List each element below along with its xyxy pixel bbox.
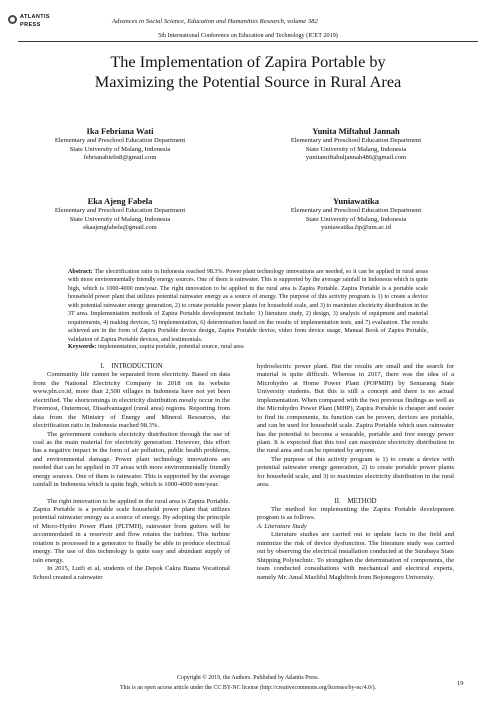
paragraph: hydroelectric power plant. But the results are small and the search for material is quite difficult. Whereas in 2017, there was the idea of a Microhydro at Home Power Plant (POPMIH) by Semarang State University students. But this is still a concept and there is no actual implementation. When compared with the two previous findings as well as the Microhydro Power Plant (MHP), Zapira Portable is cheaper and easier to find its components, its function can be proven, devices are portable, and can be used for household scale. Zapira Portable which uses rainwater has the potential to become a wearable, portable and free energy power plant. It is expected that this tool can maximize electricity distribution in the rural area and can be operated by anyone.: [257, 363, 454, 455]
author-block: [20, 126, 220, 163]
keywords: [68, 344, 244, 350]
logo-text-line1: ATLANTIS: [20, 14, 50, 20]
abstract-label: Abstract:: [68, 269, 93, 275]
paragraph-gap: [257, 490, 454, 498]
author-university: State University of Malang, Indonesia: [305, 215, 407, 223]
author-email: ekaajengfabela@gmail.com: [83, 224, 157, 231]
author-block: [256, 126, 456, 163]
author-university: State University of Malang, Indonesia: [305, 145, 407, 153]
author-name: Yuniawatika: [333, 196, 379, 206]
paragraph: Community life cannot be separated from electricity. Based on data from the National Electricity Company in 2018 on its website www.pln.co.id, more than 2,500 villages in Indonesia have not yet been electrified. The shortcomings in electricity distribution mostly occur in the Foremost, Outermost, Disadvantaged (rural area) regions. Reporting from data from the Ministry of Energy and Mineral Resources, the electrification ratio in Indonesia reached 98.3%.: [33, 371, 230, 430]
author-block: [256, 196, 456, 233]
keywords-label: Keywords:: [68, 344, 97, 350]
right-column: [257, 363, 454, 582]
abstract-text: The electrification ratio in Indonesia reached 98.3%. Power plant technology innovations are needed, so it can be applied in rural areas with more environmentally friendly energy sources. One of them is rainwater. This is supported by the average rainfall in Indonesia which is quite high, which is 1000-4000 mm/year. The right innovation to be applied in the rural area is Zapira Portable. Zapira Portable is a portable scale household power plant that utilizes potential rainwater energy as a source of energy. The purpose of this activity program is 1) to create a device with potential rainwater energy generation, 2) to create portable power plants for household scale, and 3) to maximize electricity distribution in the 3T area. Implementation methods of Zapira Portable development include: 1) literature study, 2) design, 3) analysis of equipment and material requirements, 4) making devices, 5) implementation, 6) determination based on the results of implementation tests, and 7) evaluation. The results achieved are in the form of Zapira Portable device design, Zapira Portable device, video from device usage, Manual Book of Zapira Portable, validation of Zapira Portable devices, and testimonials.: [68, 269, 428, 343]
title-line-1: The Implementation of Zapira Portable by: [110, 52, 386, 71]
footer-copyright: Copyright © 2019, the Authors. Published by Atlantis Press.: [176, 675, 320, 681]
keywords-text: implementation, zapira portable, potential source, rural area: [97, 344, 244, 350]
author-name: Yunita Miftahul Jannah: [312, 126, 400, 136]
subsection-heading: A. Literature Study: [257, 522, 307, 530]
paragraph: The method for implementing the Zapira Portable development program is as follows.: [257, 506, 454, 522]
author-name: Eka Ajeng Fabela: [87, 196, 153, 206]
author-department: Elementary and Preschool Education Department: [54, 207, 186, 214]
author-department: Elementary and Preschool Education Department: [290, 207, 422, 214]
paragraph: The purpose of this activity program is 1) to create a device with potential rainwater energy generation, 2) to create portable power plants for household scale, and 3) to maximize electricity distribution in the rural area.: [257, 455, 454, 489]
title-line-2: Maximizing the Potential Source in Rural Area: [94, 71, 402, 91]
atlantis-logo-icon: [8, 15, 17, 24]
author-department: Elementary and Preschool Education Department: [54, 137, 186, 144]
section-heading-introduction: I. INTRODUCTION: [100, 363, 163, 370]
left-column: [33, 363, 230, 582]
conference-header: 5th International Conference on Education and Technology (ICET 2019): [158, 32, 338, 39]
page-number: 19: [457, 680, 464, 687]
paragraph-gap: [33, 490, 230, 498]
author-email: yuniawatika.fip@um.ac.id: [321, 224, 391, 231]
header-divider: [18, 41, 478, 42]
author-university: State University of Malang, Indonesia: [69, 215, 171, 223]
author-university: State University of Malang, Indonesia: [69, 145, 171, 153]
author-name: Ika Febriana Wati: [86, 126, 154, 136]
author-email: yunitamiftahuljannah486@gmail.com: [305, 154, 407, 161]
journal-header: Advances in Social Science, Education and Humanities Research, volume 382: [112, 18, 318, 25]
footer-license: This is an open access article under the CC BY-NC license (http://creativecommons.org/licenses/by-nc/4.0/).: [119, 685, 377, 691]
paragraph: Literature studies are carried out to update facts in the field and minimize the risk of device dysfunction. The literature study was carried out by observing the electrical installation conducted at the Surabaya State Shipping Polytechnic. To strengthen the determination of components, the team conducted consultations with mechanical and electrical experts, namely Mr. Amal Mazliful Maghfiroh from Bojonegoro University.: [257, 531, 454, 581]
author-department: Elementary and Preschool Education Department: [290, 137, 422, 144]
logo-text-line2: PRESS: [20, 22, 41, 28]
paragraph: In 2015, Lutfi et al, students of the Depok Cakra Buana Vocational School created a rainwater: [33, 565, 230, 581]
author-block: [20, 196, 220, 233]
section-heading-method: II. METHOD: [334, 497, 377, 505]
paper-title: [40, 52, 456, 91]
paragraph: The right innovation to be applied in the rural area is Zapira Portable. Zapira Portable is a portable scale household power plant that utilizes potential rainwater energy as a source of energy. By adopting the principle of Micro-Hydro Power Plant (PLTMH), rainwater from gutters will be accommodated in a reservoir and flow rotates the turbine. This turbine rotation is processed in a generator to finally be able to produce electrical energy. The use of this technology is quite easy and abundant supply of rain energy.: [33, 497, 230, 564]
abstract: [68, 268, 428, 344]
paragraph: The government conducts electricity distribution through the use of coal as the main material for electricity generation. However, this effort has a negative impact in the form of air pollution, public health problems, and environmental damage. Power plant technology innovations are needed that can be applied in 3T areas with more environmentally friendly energy sources. One of them is rainwater. This is supported by the average rainfall in Indonesia which is quite high, which is 1000-4000 mm/year.: [33, 430, 230, 489]
author-email: febrianabiebs8@gmail.com: [83, 154, 157, 161]
